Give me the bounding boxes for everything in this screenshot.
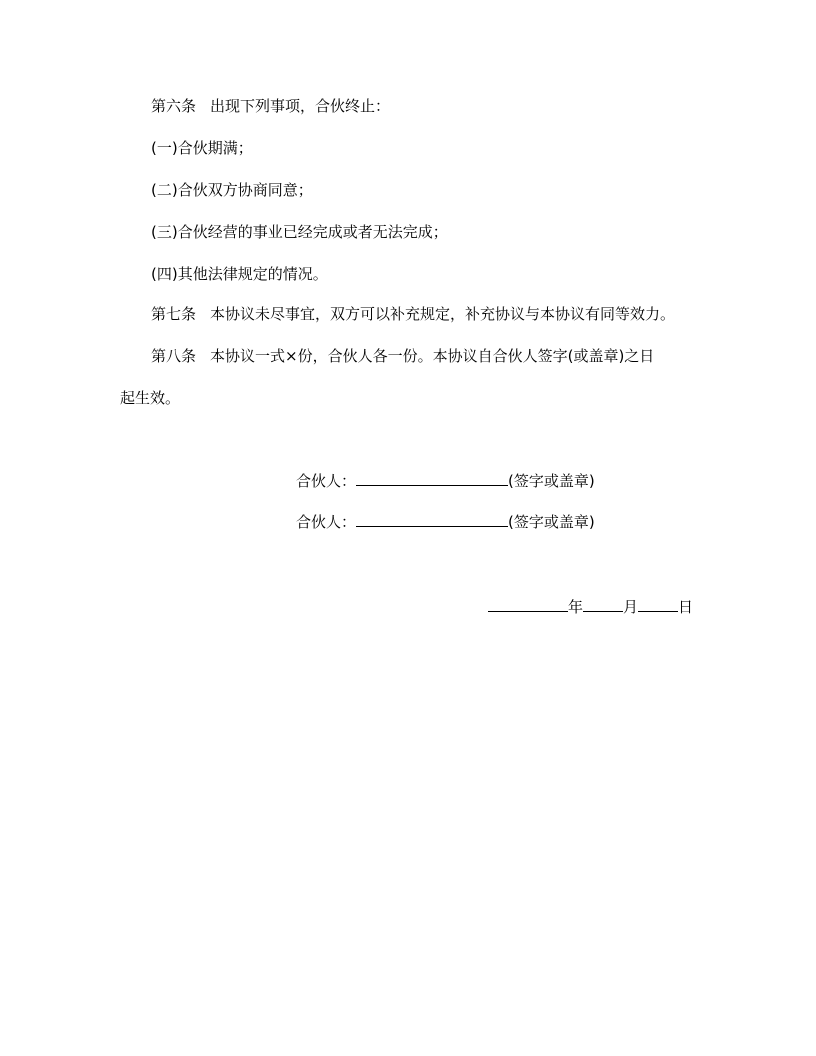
month-blank [583,596,623,612]
article-6 [151,96,390,116]
list-item: (三)合伙经营的事业已经完成或者无法完成； [151,223,448,241]
day-label: 日 [678,598,694,616]
article-8-text-line2: 起生效。 [120,389,181,407]
signature-label: 合伙人： [296,472,357,490]
day-blank [638,596,678,612]
article-8 [151,346,654,366]
article-8-text-line1: 本协议一式×份，合伙人各一份。本协议自合伙人签字(或盖章)之日 [210,347,655,365]
signature-note: (签字或盖章) [508,513,595,531]
year-blank [488,596,568,612]
signature-note: (签字或盖章) [508,472,595,490]
article-6-heading: 第六条 [151,97,197,115]
date-row [488,596,693,617]
signature-row-2 [296,511,595,532]
list-item: (四)其他法律规定的情况。 [151,265,328,283]
signature-blank [356,511,508,527]
list-item: (二)合伙双方协商同意； [151,181,313,199]
month-label: 月 [623,598,639,616]
list-item: (一)合伙期满； [151,139,253,157]
article-6-text: 出现下列事项，合伙终止： [210,97,391,115]
signature-blank [356,470,508,486]
signature-label: 合伙人： [296,513,357,531]
article-7-text: 本协议未尽事宜，双方可以补充规定，补充协议与本协议有同等效力。 [210,305,676,323]
signature-row-1 [296,470,595,491]
article-7 [151,304,675,324]
article-8-heading: 第八条 [151,347,197,365]
year-label: 年 [568,598,584,616]
article-7-heading: 第七条 [151,305,197,323]
